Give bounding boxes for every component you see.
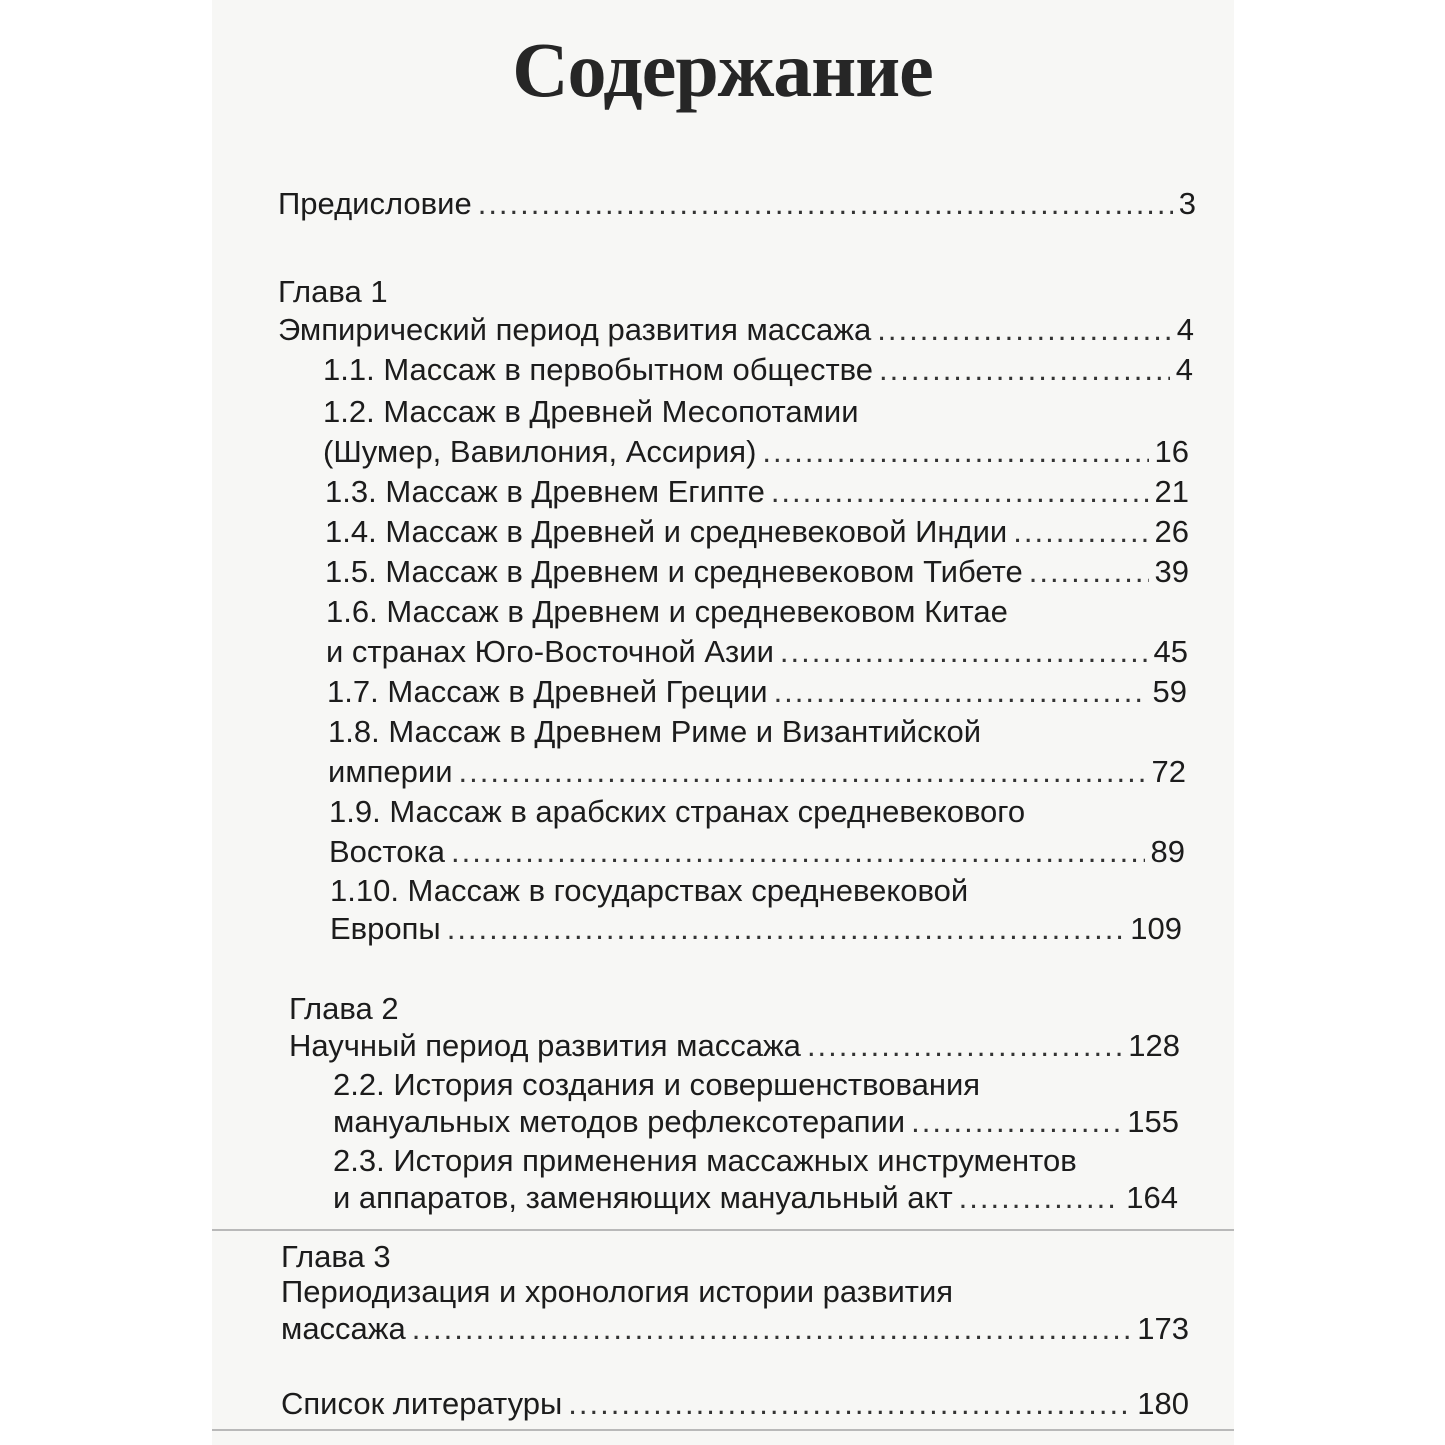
toc-entry-1-5[interactable]: 1.5. Массаж в Древнем и средневековом Тибете ..... 39 bbox=[325, 553, 1189, 591]
toc-entry-1-10-line1: 1.10. Массаж в государствах средневековой bbox=[330, 873, 969, 908]
leader-dots bbox=[877, 311, 1170, 349]
chapter-2-heading: Глава 2 bbox=[289, 991, 399, 1026]
leader-dots bbox=[451, 833, 1145, 871]
toc-entry-1-4[interactable]: 1.4. Массаж в Древней и средневековой Индии ..... 26 bbox=[325, 513, 1189, 551]
toc-entry-chapter-3[interactable]: массажа ..... 173 bbox=[281, 1310, 1189, 1348]
leader-dots bbox=[911, 1103, 1121, 1141]
toc-entry-1-6[interactable]: и странах Юго-Восточной Азии ..... 45 bbox=[326, 633, 1188, 671]
toc-entry-chapter-3-line1: Периодизация и хронология истории развития bbox=[281, 1274, 954, 1309]
toc-entry-2-3[interactable]: и аппаратов, заменяющих мануальный акт ..... 164 bbox=[333, 1179, 1178, 1217]
chapter-1-heading: Глава 1 bbox=[278, 274, 388, 309]
chapter-3-heading: Глава 3 bbox=[281, 1239, 391, 1274]
leader-dots bbox=[762, 433, 1148, 471]
toc-entry-2-3-line1: 2.3. История применения массажных инструментов bbox=[333, 1143, 1077, 1178]
leader-dots bbox=[1013, 513, 1148, 551]
toc-entry-preface[interactable]: Предисловие ..... 3 bbox=[278, 185, 1196, 223]
leader-dots bbox=[807, 1027, 1122, 1065]
bottom-divider bbox=[212, 1429, 1234, 1431]
leader-dots bbox=[568, 1385, 1131, 1423]
leader-dots bbox=[478, 185, 1173, 223]
toc-entry-chapter-2[interactable]: Научный период развития массажа ..... 128 bbox=[289, 1027, 1180, 1065]
leader-dots bbox=[459, 753, 1146, 791]
page-title: Содержание bbox=[512, 26, 933, 113]
toc-entry-chapter-1[interactable]: Эмпирический период развития массажа ..... 4 bbox=[278, 311, 1194, 349]
leader-dots bbox=[959, 1179, 1121, 1217]
toc-entry-1-9[interactable]: Востока ..... 89 bbox=[329, 833, 1185, 871]
toc-entry-2-2[interactable]: мануальных методов рефлексотерапии ..... 155 bbox=[333, 1103, 1179, 1141]
leader-dots bbox=[774, 673, 1147, 711]
toc-entry-1-8-line1: 1.8. Массаж в Древнем Риме и Византийской bbox=[328, 714, 982, 749]
toc-entry-1-3[interactable]: 1.3. Массаж в Древнем Египте ..... 21 bbox=[325, 473, 1189, 511]
leader-dots bbox=[771, 473, 1149, 511]
leader-dots bbox=[879, 351, 1170, 389]
leader-dots bbox=[447, 910, 1125, 948]
toc-entry-1-7[interactable]: 1.7. Массаж в Древней Греции ..... 59 bbox=[327, 673, 1187, 711]
toc-entry-1-2-line1: 1.2. Массаж в Древней Месопотамии bbox=[323, 394, 859, 429]
toc-entry-1-9-line1: 1.9. Массаж в арабских странах средневекового bbox=[329, 794, 1026, 829]
toc-entry-1-1[interactable]: 1.1. Массаж в первобытном обществе ..... 4 bbox=[323, 351, 1193, 389]
toc-entry-1-6-line1: 1.6. Массаж в Древнем и средневековом Китае bbox=[326, 594, 1008, 629]
leader-dots bbox=[1029, 553, 1149, 591]
toc-entry-1-8[interactable]: империи ..... 72 bbox=[328, 753, 1186, 791]
section-divider bbox=[212, 1229, 1234, 1231]
leader-dots bbox=[780, 633, 1148, 671]
toc-entry-1-10[interactable]: Европы ..... 109 bbox=[330, 910, 1182, 948]
leader-dots bbox=[412, 1310, 1131, 1348]
toc-entry-bibliography[interactable]: Список литературы ..... 180 bbox=[281, 1385, 1189, 1423]
toc-entry-1-2[interactable]: (Шумер, Вавилония, Ассирия) ..... 16 bbox=[323, 433, 1189, 471]
toc-entry-2-2-line1: 2.2. История создания и совершенствования bbox=[333, 1067, 981, 1102]
